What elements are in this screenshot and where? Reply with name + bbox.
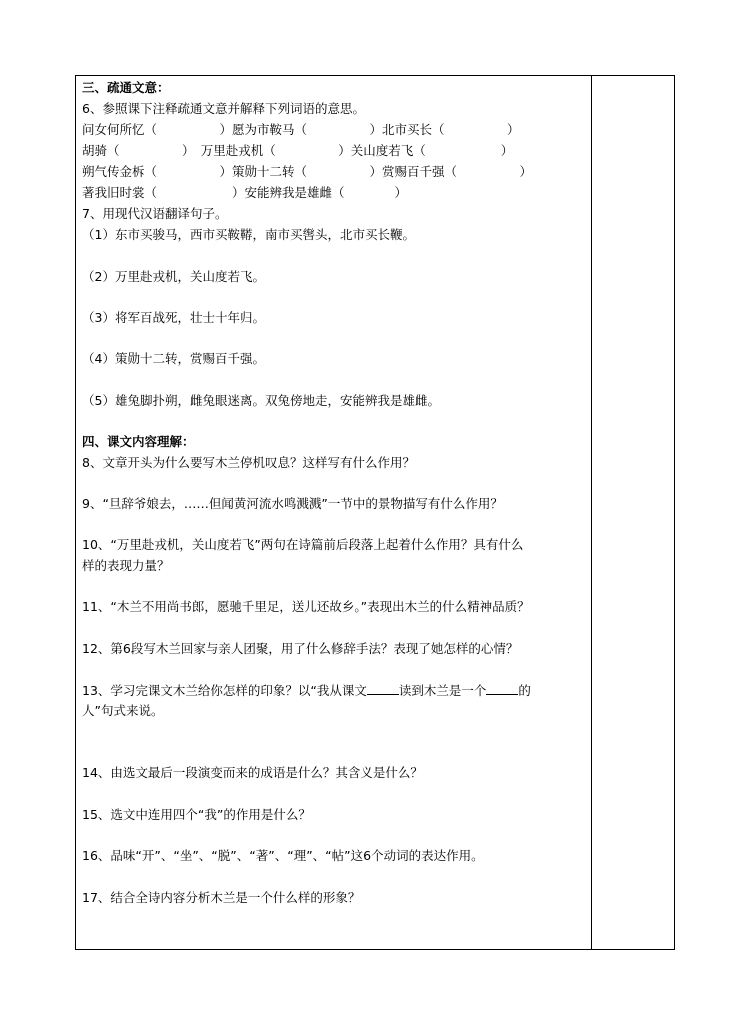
question-8: 8、文章开头为什么要写木兰停机叹息？这样写有什么作用？ [82,455,415,470]
question-6: 6、参照课下注释疏通文意并解释下列词语的意思。 [82,101,365,116]
question-10-line-2: 样的表现力量？ [82,558,170,573]
translate-sentence-5: （5）雄兔脚扑朔，雌兔眼迷离。双兔傍地走，安能辨我是雄雌。 [82,393,440,408]
question-13-text-2: 读到木兰是一个 [398,683,487,698]
question-16: 16、品味“开”、“坐”、“脱”、“著”、“理”、“帖”这6个动词的表达作用。 [82,848,484,863]
translate-sentence-2: （2）万里赴戎机，关山度若飞。 [82,269,265,284]
section-4-heading: 四、课文内容理解： [82,434,195,449]
question-14: 14、由选文最后一段演变而来的成语是什么？其含义是什么？ [82,765,423,780]
question-9: 9、“旦辞爷娘去，……但闻黄河流水鸣溅溅”一节中的景物描写有什么作用？ [82,496,503,511]
answer-blank-2[interactable] [486,680,518,695]
translate-sentence-4: （4）策勋十二转，赏赐百千强。 [82,351,265,366]
vocab-line-2: 胡骑（ ） 万里赴戎机（ ）关山度若飞（ ） [82,143,514,158]
question-10-line-1: 10、“万里赴戎机，关山度若飞”两句在诗篇前后段落上起着什么作用？具有什么 [82,537,524,552]
question-11: 11、“木兰不用尚书郎，愿驰千里足，送儿还故乡。”表现出木兰的什么精神品质？ [82,599,530,614]
vocab-line-1: 问女何所忆（ ）愿为市鞍马（ ）北市买长（ ） [82,122,520,137]
question-12: 12、第6段写木兰回家与亲人团聚，用了什么修辞手法？表现了她怎样的心情？ [82,641,519,656]
vocab-line-3: 朔气传金柝（ ）策勋十二转（ ）赏赐百千强（ ） [82,164,533,179]
question-17: 17、结合全诗内容分析木兰是一个什么样的形象？ [82,890,361,905]
question-13-line-2: 人”句式来说。 [82,703,164,718]
column-divider [591,75,592,950]
question-15: 15、选文中连用四个“我”的作用是什么？ [82,807,311,822]
section-3-heading: 三、疏通文意： [82,80,170,95]
translate-sentence-1: （1）东市买骏马，西市买鞍鞯，南市买辔头，北市买长鞭。 [82,227,415,242]
question-13-text-1: 13、学习完课文木兰给你怎样的印象？以“我从课文 [82,683,367,698]
question-13-text-3: 的 [518,683,531,698]
translate-sentence-3: （3）将军百战死，壮士十年归。 [82,310,265,325]
question-13-line-1 [82,680,531,701]
vocab-line-4: 著我旧时裳（ ）安能辨我是雄雌（ ） [82,185,408,200]
question-7: 7、用现代汉语翻译句子。 [82,206,228,221]
answer-blank-1[interactable] [367,680,399,695]
